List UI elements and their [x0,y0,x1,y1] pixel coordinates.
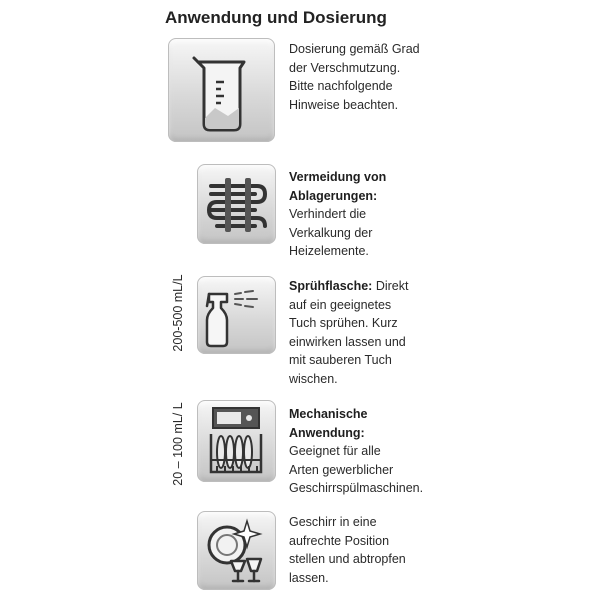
step-1-text: Dosierung gemäß Grad der Verschmutzung. Bitte nachfolgende Hinweise beachten. [289,42,420,112]
dosage-spray-label: 200-500 mL/L [171,274,185,352]
heating-element-icon [197,164,276,244]
sparkling-dishes-icon [197,511,276,590]
step-5-text: Geschirr in eine aufrechte Position stellen und abtropfen lassen. [289,515,406,585]
spray-bottle-icon [197,276,276,354]
measuring-beaker-icon [168,38,275,142]
step-2-text: Vermeidung von Ablagerungen: Verhindert die Verkalkung der Heizelemente. [289,170,387,258]
dosage-machine-label: 20 – 100 mL/ L [171,402,185,486]
step-4-text: Mechanische Anwendung: Geeignet für alle Arten gewerblicher Geschirrspülmaschinen. [289,407,424,495]
step-3-text: Sprühflasche: Direkt auf ein geeignetes Tuch sprühen. Kurz einwirken lassen und mit sauberen Tuch wischen. [289,279,409,386]
page-title: Anwendung und Dosierung [165,8,387,27]
dishwasher-rack-icon [197,400,276,482]
